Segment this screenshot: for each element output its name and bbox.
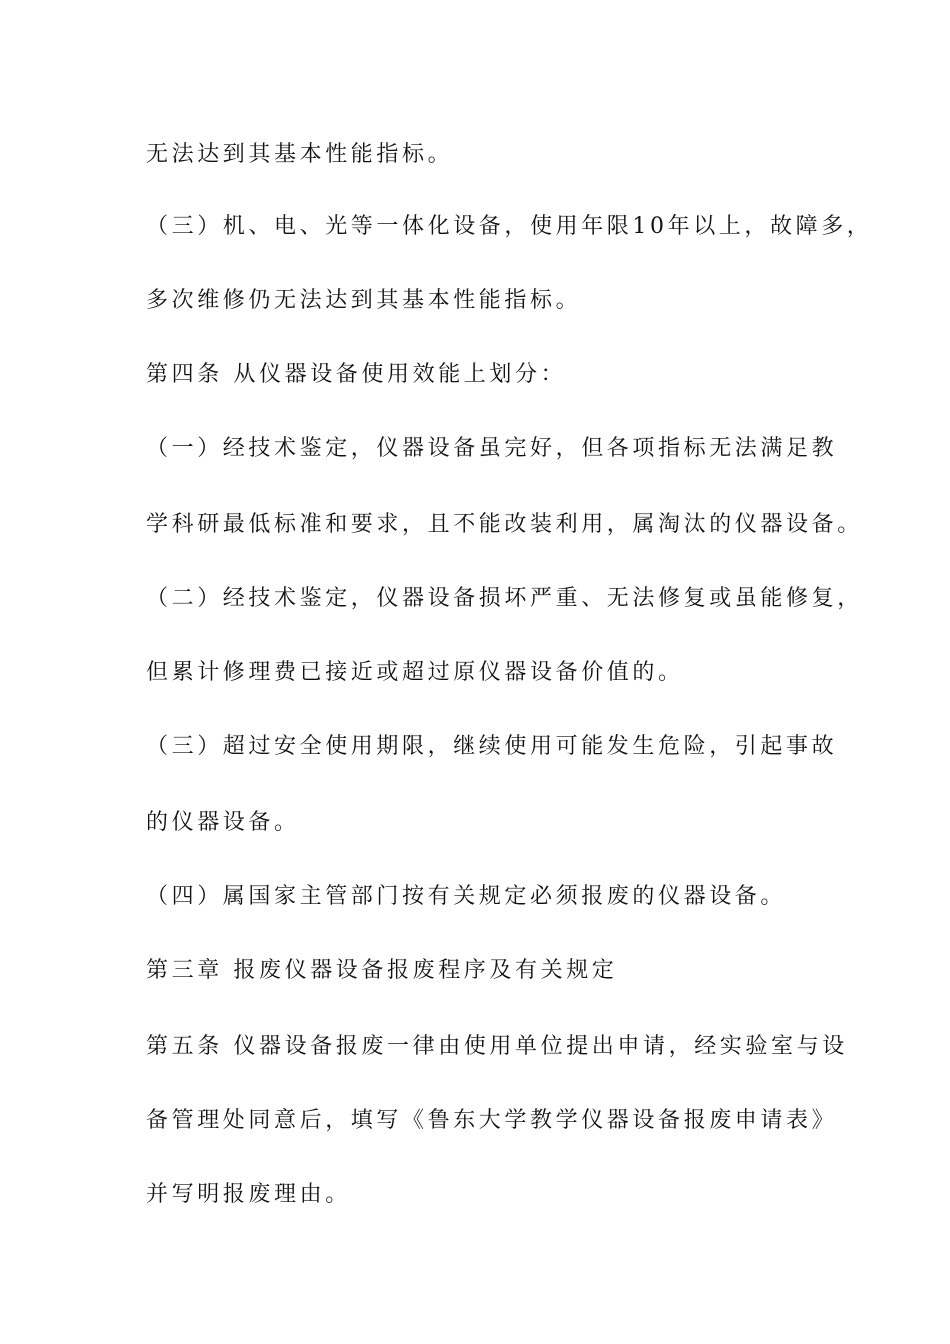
text-line-6: 学科研最低标准和要求，且不能改装利用，属淘汰的仪器设备。 [146, 512, 863, 537]
text-line-11: （四）属国家主管部门按有关规定必须报废的仪器设备。 [146, 884, 787, 909]
article-5-heading: 第五条 仪器设备报废一律由使用单位提出申请，经实验室与设 [146, 1034, 848, 1059]
text-line-9: （三）超过安全使用期限，继续使用可能发生危险，引起事故 [146, 734, 838, 759]
text-line-10: 的仪器设备。 [146, 810, 300, 835]
article-4-heading: 第四条 从仪器设备使用效能上划分： [146, 362, 567, 387]
text-line-8: 但累计修理费已接近或超过原仪器设备价值的。 [146, 660, 684, 685]
text-line-3: 多次维修仍无法达到其基本性能指标。 [146, 288, 582, 313]
text-line-2: （三）机、电、光等一体化设备，使用年限10年以上，故障多， [146, 214, 873, 239]
text-line-5: （一）经技术鉴定，仪器设备虽完好，但各项指标无法满足教 [146, 436, 838, 461]
text-line-15: 并写明报废理由。 [146, 1182, 351, 1207]
text-line-14: 备管理处同意后，填写《鲁东大学教学仪器设备报废申请表》 [146, 1108, 838, 1133]
text-line-7: （二）经技术鉴定，仪器设备损坏严重、无法修复或虽能修复， [146, 586, 863, 611]
chapter-3-heading: 第三章 报废仪器设备报废程序及有关规定 [146, 958, 618, 983]
text-line-1: 无法达到其基本性能指标。 [146, 142, 454, 167]
